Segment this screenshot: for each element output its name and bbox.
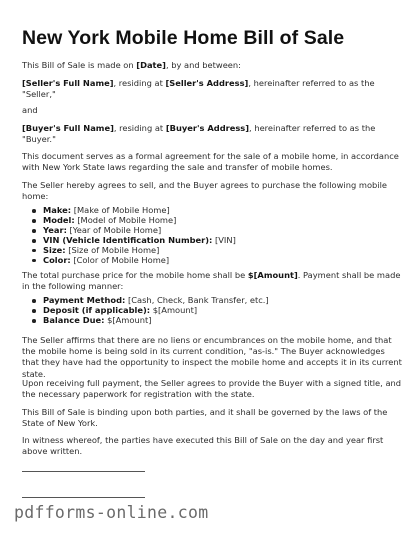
watermark-footer: pdfforms-online.com bbox=[14, 503, 209, 522]
buyer-address-placeholder: [Buyer's Address] bbox=[165, 123, 250, 133]
amount-placeholder: $[Amount] bbox=[247, 270, 298, 280]
list-item: Model: [Model of Mobile Home] bbox=[31, 216, 236, 226]
signature-line-seller bbox=[22, 471, 145, 472]
seller-paragraph: [Seller's Full Name], residing at [Seller's Address], hereinafter referred to as the "Seller," bbox=[22, 78, 375, 100]
governing-law-paragraph: This Bill of Sale is binding upon both parties, and it shall be governed by the laws of the State of New York. bbox=[22, 407, 388, 429]
seller-name-placeholder: [Seller's Full Name] bbox=[22, 78, 114, 88]
intro-paragraph: This Bill of Sale is made on [Date], by and between: bbox=[22, 60, 241, 70]
list-item: Size: [Size of Mobile Home] bbox=[31, 246, 236, 256]
agreement-paragraph: This document serves as a formal agreement for the sale of a mobile home, in accordance with New York State laws regarding the sale and transfer of mobile homes. bbox=[22, 151, 399, 173]
buyer-paragraph: [Buyer's Full Name], residing at [Buyer's Address], hereinafter referred to as the "Buyer." bbox=[22, 123, 376, 145]
list-item: VIN (Vehicle Identification Number): [VIN] bbox=[31, 236, 236, 246]
title-transfer-paragraph: Upon receiving full payment, the Seller agrees to provide the Buyer with a signed title, and the necessary paperwork for registration with the state. bbox=[22, 378, 402, 400]
buyer-name-placeholder: [Buyer's Full Name] bbox=[22, 123, 114, 133]
seller-address-placeholder: [Seller's Address] bbox=[165, 78, 249, 88]
affirmation-paragraph: The Seller affirms that there are no liens or encumbrances on the mobile home, and that the mobile home is being sold in its current condition, "as-is." The Buyer acknowledges that they have had the opportunity to inspect the mobile home and accepts it in its current state. bbox=[22, 335, 402, 379]
witness-paragraph: In witness whereof, the parties have executed this Bill of Sale on the day and year first above written. bbox=[22, 435, 384, 457]
list-item: Make: [Make of Mobile Home] bbox=[31, 206, 236, 216]
and-text: and bbox=[22, 105, 38, 115]
mobile-home-details-list bbox=[31, 206, 236, 265]
list-item: Year: [Year of Mobile Home] bbox=[31, 226, 236, 236]
date-placeholder: [Date] bbox=[136, 60, 166, 70]
document-title: New York Mobile Home Bill of Sale bbox=[22, 27, 345, 49]
signature-line-buyer bbox=[22, 497, 145, 498]
sell-intro-paragraph: The Seller hereby agrees to sell, and the Buyer agrees to purchase the following mobile home: bbox=[22, 180, 388, 202]
list-item: Balance Due: $[Amount] bbox=[31, 316, 269, 326]
payment-terms-list bbox=[31, 296, 269, 326]
list-item: Payment Method: [Cash, Check, Bank Transfer, etc.] bbox=[31, 296, 269, 306]
price-paragraph: The total purchase price for the mobile home shall be $[Amount]. Payment shall be made in the following manner: bbox=[22, 270, 401, 292]
list-item: Color: [Color of Mobile Home] bbox=[31, 256, 236, 266]
list-item: Deposit (if applicable): $[Amount] bbox=[31, 306, 269, 316]
